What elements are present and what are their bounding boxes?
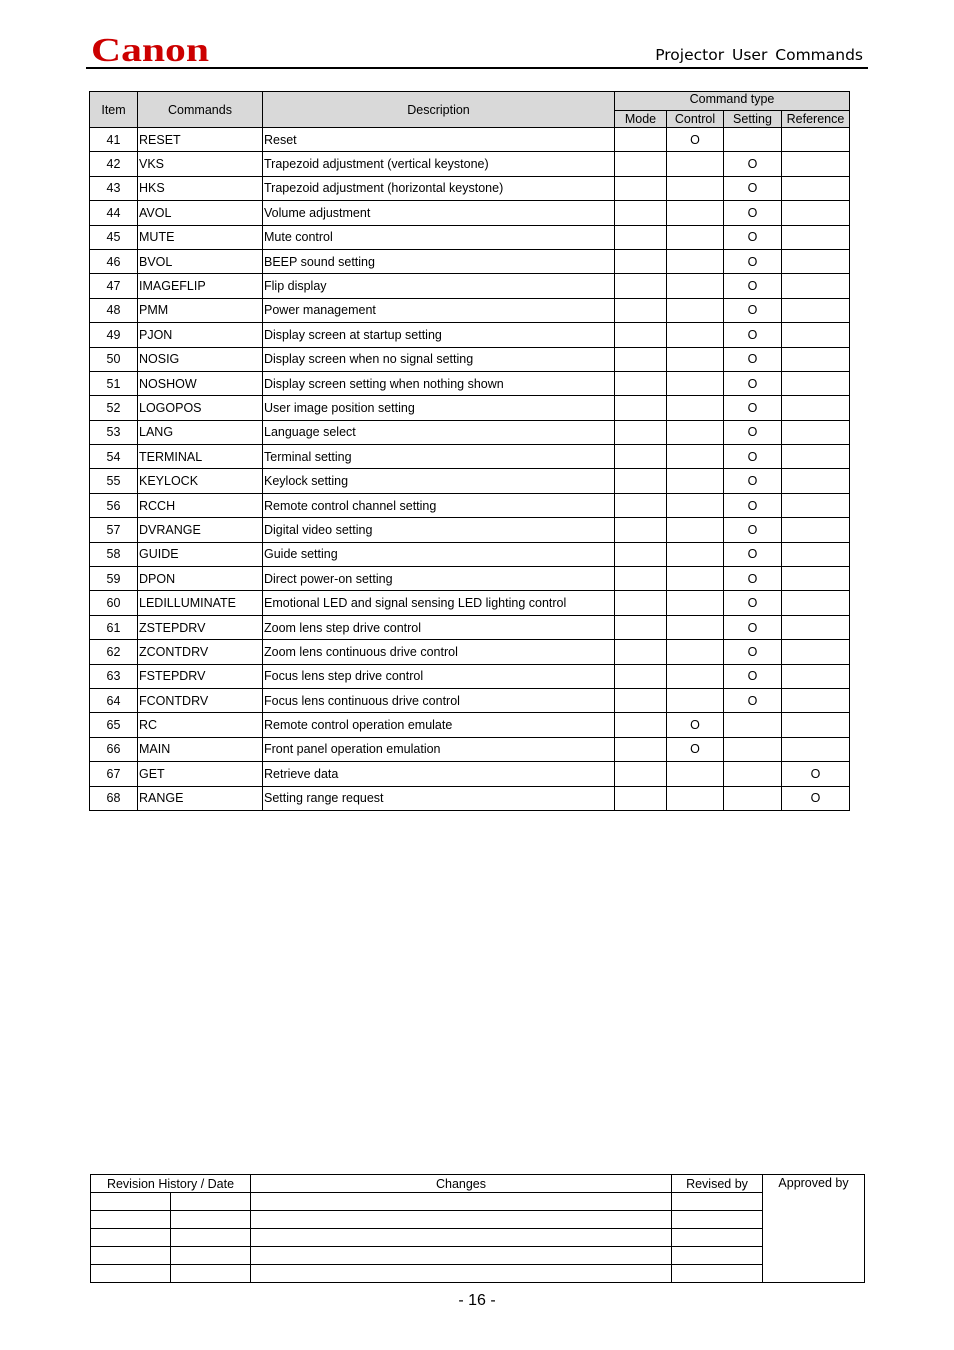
mode-cell	[615, 298, 667, 322]
table-row	[90, 615, 850, 639]
description-cell: Trapezoid adjustment (horizontal keystone)	[263, 176, 615, 200]
setting-cell: O	[724, 371, 782, 395]
setting-cell: O	[724, 152, 782, 176]
item-cell: 54	[90, 445, 138, 469]
item-cell: 58	[90, 542, 138, 566]
setting-cell: O	[724, 396, 782, 420]
revision-cell	[171, 1211, 251, 1229]
control-cell	[667, 615, 724, 639]
control-cell	[667, 176, 724, 200]
table-row	[90, 176, 850, 200]
mode-cell	[615, 567, 667, 591]
description-cell: Zoom lens step drive control	[263, 615, 615, 639]
reference-cell	[782, 591, 850, 615]
item-cell: 44	[90, 201, 138, 225]
command-cell: PMM	[138, 298, 263, 322]
description-cell: Guide setting	[263, 542, 615, 566]
table-row	[90, 469, 850, 493]
svg-text:Canon: Canon	[91, 33, 210, 65]
command-cell: LEDILLUMINATE	[138, 591, 263, 615]
command-cell: LANG	[138, 420, 263, 444]
description-cell: User image position setting	[263, 396, 615, 420]
control-cell	[667, 347, 724, 371]
description-cell: Remote control operation emulate	[263, 713, 615, 737]
mode-cell	[615, 201, 667, 225]
table-row	[90, 542, 850, 566]
header-reference: Reference	[782, 111, 850, 128]
setting-cell: O	[724, 567, 782, 591]
table-row	[90, 201, 850, 225]
reference-cell	[782, 640, 850, 664]
header-changes: Changes	[251, 1175, 672, 1193]
control-cell	[667, 518, 724, 542]
setting-cell: O	[724, 420, 782, 444]
command-cell: BVOL	[138, 249, 263, 273]
item-cell: 51	[90, 371, 138, 395]
command-cell: TERMINAL	[138, 445, 263, 469]
setting-cell: O	[724, 493, 782, 517]
table-row	[90, 225, 850, 249]
header-description: Description	[263, 92, 615, 128]
control-cell: O	[667, 737, 724, 761]
table-row	[90, 371, 850, 395]
mode-cell	[615, 445, 667, 469]
item-cell: 65	[90, 713, 138, 737]
revision-cell	[251, 1265, 672, 1283]
control-cell	[667, 762, 724, 786]
control-cell	[667, 298, 724, 322]
revision-row	[91, 1211, 865, 1229]
description-cell: Display screen at startup setting	[263, 323, 615, 347]
mode-cell	[615, 762, 667, 786]
revision-cell	[251, 1211, 672, 1229]
item-cell: 56	[90, 493, 138, 517]
description-cell: Reset	[263, 128, 615, 152]
revision-cell	[91, 1211, 171, 1229]
mode-cell	[615, 323, 667, 347]
command-cell: GET	[138, 762, 263, 786]
control-cell	[667, 688, 724, 712]
reference-cell	[782, 371, 850, 395]
command-cell: FSTEPDRV	[138, 664, 263, 688]
reference-cell: O	[782, 786, 850, 810]
command-cell: RCCH	[138, 493, 263, 517]
reference-cell	[782, 249, 850, 273]
reference-cell	[782, 347, 850, 371]
reference-cell	[782, 493, 850, 517]
description-cell: Setting range request	[263, 786, 615, 810]
mode-cell	[615, 542, 667, 566]
description-cell: Front panel operation emulation	[263, 737, 615, 761]
setting-cell: O	[724, 201, 782, 225]
command-cell: NOSIG	[138, 347, 263, 371]
table-row	[90, 713, 850, 737]
control-cell	[667, 567, 724, 591]
command-table-body	[90, 128, 850, 811]
item-cell: 62	[90, 640, 138, 664]
control-cell	[667, 469, 724, 493]
table-row	[90, 249, 850, 273]
reference-cell	[782, 445, 850, 469]
revision-cell	[171, 1265, 251, 1283]
item-cell: 64	[90, 688, 138, 712]
description-cell: Volume adjustment	[263, 201, 615, 225]
description-cell: Flip display	[263, 274, 615, 298]
control-cell	[667, 786, 724, 810]
revision-history-table	[90, 1174, 865, 1283]
control-cell	[667, 323, 724, 347]
command-cell: LOGOPOS	[138, 396, 263, 420]
mode-cell	[615, 615, 667, 639]
revision-cell	[672, 1211, 763, 1229]
revision-cell	[91, 1247, 171, 1265]
control-cell	[667, 445, 724, 469]
mode-cell	[615, 225, 667, 249]
description-cell: Mute control	[263, 225, 615, 249]
mode-cell	[615, 469, 667, 493]
item-cell: 66	[90, 737, 138, 761]
table-row	[90, 664, 850, 688]
mode-cell	[615, 493, 667, 517]
command-cell: AVOL	[138, 201, 263, 225]
description-cell: Remote control channel setting	[263, 493, 615, 517]
revision-cell	[171, 1229, 251, 1247]
revision-cell	[251, 1229, 672, 1247]
mode-cell	[615, 591, 667, 615]
setting-cell: O	[724, 640, 782, 664]
item-cell: 61	[90, 615, 138, 639]
item-cell: 42	[90, 152, 138, 176]
item-cell: 57	[90, 518, 138, 542]
setting-cell: O	[724, 469, 782, 493]
mode-cell	[615, 664, 667, 688]
canon-logo-icon	[91, 33, 211, 65]
revision-row	[91, 1193, 865, 1211]
command-cell: VKS	[138, 152, 263, 176]
item-cell: 41	[90, 128, 138, 152]
setting-cell	[724, 762, 782, 786]
header-mode: Mode	[615, 111, 667, 128]
command-cell: ZCONTDRV	[138, 640, 263, 664]
command-cell: IMAGEFLIP	[138, 274, 263, 298]
reference-cell	[782, 323, 850, 347]
command-cell: RANGE	[138, 786, 263, 810]
reference-cell	[782, 469, 850, 493]
control-cell: O	[667, 713, 724, 737]
control-cell	[667, 225, 724, 249]
control-cell	[667, 371, 724, 395]
description-cell: Trapezoid adjustment (vertical keystone)	[263, 152, 615, 176]
canon-logo	[91, 33, 211, 65]
revision-cell	[91, 1229, 171, 1247]
mode-cell	[615, 640, 667, 664]
description-cell: Retrieve data	[263, 762, 615, 786]
reference-cell	[782, 737, 850, 761]
command-cell: DPON	[138, 567, 263, 591]
table-row	[90, 323, 850, 347]
setting-cell: O	[724, 225, 782, 249]
header-commands: Commands	[138, 92, 263, 128]
reference-cell	[782, 201, 850, 225]
command-cell: KEYLOCK	[138, 469, 263, 493]
mode-cell	[615, 737, 667, 761]
mode-cell	[615, 274, 667, 298]
mode-cell	[615, 347, 667, 371]
control-cell	[667, 201, 724, 225]
revision-cell	[171, 1193, 251, 1211]
reference-cell	[782, 542, 850, 566]
revision-cell	[91, 1265, 171, 1283]
revision-cell	[251, 1193, 672, 1211]
description-cell: BEEP sound setting	[263, 249, 615, 273]
mode-cell	[615, 396, 667, 420]
description-cell: Focus lens step drive control	[263, 664, 615, 688]
item-cell: 49	[90, 323, 138, 347]
item-cell: 45	[90, 225, 138, 249]
control-cell	[667, 640, 724, 664]
revision-cell	[672, 1193, 763, 1211]
revision-cell	[91, 1193, 171, 1211]
setting-cell	[724, 737, 782, 761]
command-cell: MUTE	[138, 225, 263, 249]
mode-cell	[615, 152, 667, 176]
table-row	[90, 786, 850, 810]
item-cell: 46	[90, 249, 138, 273]
control-cell: O	[667, 128, 724, 152]
description-cell: Display screen when no signal setting	[263, 347, 615, 371]
control-cell	[667, 152, 724, 176]
header-setting: Setting	[724, 111, 782, 128]
setting-cell: O	[724, 323, 782, 347]
revision-cell	[672, 1265, 763, 1283]
item-cell: 52	[90, 396, 138, 420]
setting-cell: O	[724, 518, 782, 542]
table-row	[90, 152, 850, 176]
description-cell: Language select	[263, 420, 615, 444]
setting-cell: O	[724, 664, 782, 688]
command-cell: RESET	[138, 128, 263, 152]
setting-cell: O	[724, 542, 782, 566]
reference-cell	[782, 615, 850, 639]
mode-cell	[615, 786, 667, 810]
mode-cell	[615, 420, 667, 444]
item-cell: 67	[90, 762, 138, 786]
command-cell: DVRANGE	[138, 518, 263, 542]
description-cell: Zoom lens continuous drive control	[263, 640, 615, 664]
revision-row	[91, 1247, 865, 1265]
setting-cell: O	[724, 176, 782, 200]
control-cell	[667, 493, 724, 517]
setting-cell: O	[724, 249, 782, 273]
reference-cell	[782, 688, 850, 712]
table-row	[90, 567, 850, 591]
header-rule	[86, 67, 868, 69]
reference-cell	[782, 298, 850, 322]
header-revised-by: Revised by	[672, 1175, 763, 1193]
setting-cell: O	[724, 347, 782, 371]
table-row	[90, 688, 850, 712]
command-cell: MAIN	[138, 737, 263, 761]
table-row	[90, 640, 850, 664]
table-row	[90, 396, 850, 420]
table-row	[90, 762, 850, 786]
mode-cell	[615, 518, 667, 542]
description-cell: Focus lens continuous drive control	[263, 688, 615, 712]
setting-cell: O	[724, 591, 782, 615]
setting-cell: O	[724, 688, 782, 712]
command-cell: RC	[138, 713, 263, 737]
command-cell: FCONTDRV	[138, 688, 263, 712]
reference-cell: O	[782, 762, 850, 786]
table-row	[90, 128, 850, 152]
item-cell: 59	[90, 567, 138, 591]
item-cell: 50	[90, 347, 138, 371]
mode-cell	[615, 128, 667, 152]
mode-cell	[615, 371, 667, 395]
mode-cell	[615, 713, 667, 737]
setting-cell	[724, 713, 782, 737]
header-revision-history-date: Revision History / Date	[91, 1175, 251, 1193]
table-row	[90, 347, 850, 371]
description-cell: Power management	[263, 298, 615, 322]
revision-cell	[171, 1247, 251, 1265]
description-cell: Keylock setting	[263, 469, 615, 493]
reference-cell	[782, 713, 850, 737]
item-cell: 47	[90, 274, 138, 298]
control-cell	[667, 274, 724, 298]
description-cell: Terminal setting	[263, 445, 615, 469]
table-row	[90, 737, 850, 761]
description-cell: Emotional LED and signal sensing LED lighting control	[263, 591, 615, 615]
item-cell: 43	[90, 176, 138, 200]
setting-cell: O	[724, 615, 782, 639]
description-cell: Direct power-on setting	[263, 567, 615, 591]
revision-row	[91, 1265, 865, 1283]
command-cell: ZSTEPDRV	[138, 615, 263, 639]
mode-cell	[615, 688, 667, 712]
item-cell: 63	[90, 664, 138, 688]
reference-cell	[782, 152, 850, 176]
page-number: - 16 -	[458, 1292, 496, 1309]
reference-cell	[782, 176, 850, 200]
description-cell: Digital video setting	[263, 518, 615, 542]
control-cell	[667, 420, 724, 444]
reference-cell	[782, 518, 850, 542]
mode-cell	[615, 176, 667, 200]
table-row	[90, 420, 850, 444]
command-cell: PJON	[138, 323, 263, 347]
revision-row	[91, 1229, 865, 1247]
reference-cell	[782, 274, 850, 298]
document-title: Projector User Commands	[655, 46, 863, 64]
reference-cell	[782, 128, 850, 152]
table-row	[90, 298, 850, 322]
reference-cell	[782, 225, 850, 249]
mode-cell	[615, 249, 667, 273]
setting-cell: O	[724, 274, 782, 298]
table-row	[90, 493, 850, 517]
item-cell: 68	[90, 786, 138, 810]
table-row	[90, 518, 850, 542]
revision-cell	[672, 1229, 763, 1247]
reference-cell	[782, 664, 850, 688]
table-row	[90, 591, 850, 615]
item-cell: 48	[90, 298, 138, 322]
control-cell	[667, 591, 724, 615]
reference-cell	[782, 396, 850, 420]
control-cell	[667, 396, 724, 420]
control-cell	[667, 542, 724, 566]
setting-cell	[724, 786, 782, 810]
reference-cell	[782, 420, 850, 444]
command-cell: NOSHOW	[138, 371, 263, 395]
header-command-type: Command type	[615, 92, 850, 111]
control-cell	[667, 664, 724, 688]
description-cell: Display screen setting when nothing shown	[263, 371, 615, 395]
table-row	[90, 445, 850, 469]
item-cell: 55	[90, 469, 138, 493]
command-cell: GUIDE	[138, 542, 263, 566]
setting-cell	[724, 128, 782, 152]
setting-cell: O	[724, 445, 782, 469]
header-item: Item	[90, 92, 138, 128]
header-approved-by: Approved by	[763, 1175, 865, 1283]
command-table	[89, 91, 850, 811]
item-cell: 60	[90, 591, 138, 615]
revision-cell	[672, 1247, 763, 1265]
table-row	[90, 274, 850, 298]
item-cell: 53	[90, 420, 138, 444]
setting-cell: O	[724, 298, 782, 322]
command-cell: HKS	[138, 176, 263, 200]
control-cell	[667, 249, 724, 273]
reference-cell	[782, 567, 850, 591]
revision-cell	[251, 1247, 672, 1265]
header-control: Control	[667, 111, 724, 128]
